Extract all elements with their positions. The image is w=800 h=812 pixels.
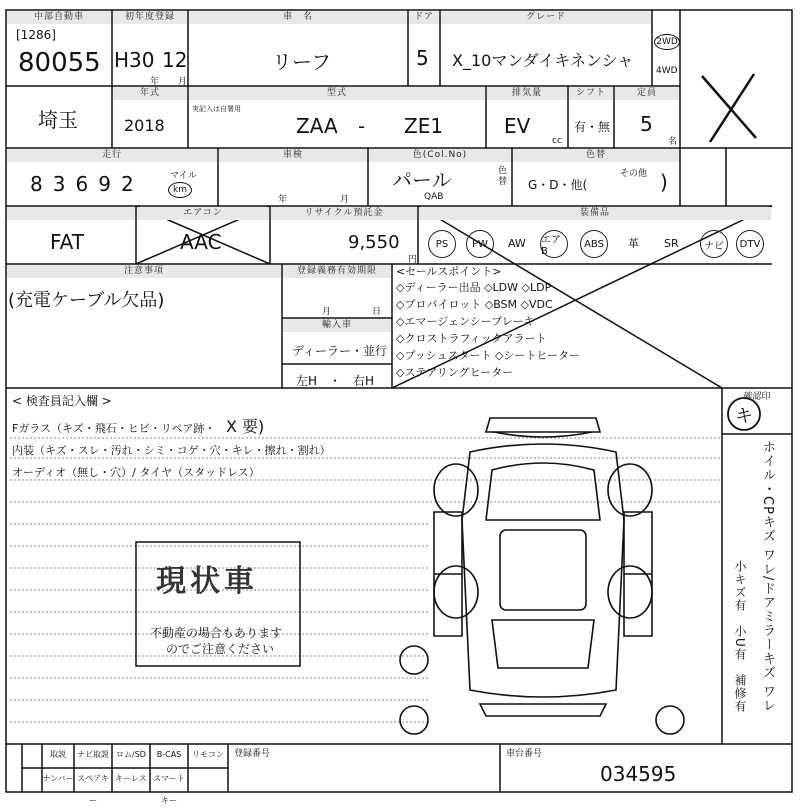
option-manual: 取説 (50, 750, 66, 759)
lot-prefix: [1286] (16, 28, 56, 42)
equipment-navi: ナビ (700, 230, 728, 258)
equipment-abs: ABS (580, 230, 608, 258)
seats-value: 5 (640, 112, 653, 136)
seats-unit: 名 (668, 137, 678, 147)
notes-text: (充電ケーブル欠品) (8, 290, 165, 311)
year-model-label: 年式 (113, 87, 187, 100)
shift-type: FAT (50, 230, 85, 254)
option-smart-key: スマートキー (153, 774, 185, 805)
stamp-label: 確認印 (743, 392, 771, 402)
inspection-year: 年 (278, 195, 288, 205)
color-code: QAB (424, 192, 444, 202)
year-model: 2018 (124, 116, 165, 135)
equipment-leather: 革 (628, 237, 639, 250)
glass-mark: X 要) (226, 417, 265, 436)
mileage-digit: 8 (30, 172, 43, 196)
inspector-line-audio: オーディオ（無し・穴）/ タイヤ（スタッドレス） (12, 466, 260, 479)
equipment-ps: PS (428, 230, 456, 258)
equipment-sunroof: SR (664, 236, 679, 250)
aircon-type: AAC (180, 230, 222, 254)
option-bcas: B-CAS (156, 750, 182, 759)
color-name: パール (392, 168, 452, 192)
color-other-label: その他 (620, 169, 648, 179)
sales-point: ◇プロパイロット ◇BSM ◇VDC (396, 298, 553, 311)
era-year: H30 (114, 48, 155, 72)
shift-option: 有・無 (574, 120, 611, 134)
mileage-unit-mile: マイル (170, 171, 197, 181)
vertical-comment-2: 小キズ有 小U有 補修有 (733, 560, 747, 713)
car-diagram (400, 418, 684, 734)
aircon-label: エアコン (137, 207, 269, 220)
sales-point: ◇エマージェンシーブレーキ (396, 315, 535, 328)
option-spare-key: スペアキー (77, 774, 109, 805)
mileage-label: 走行 (7, 149, 217, 162)
grade-value: X_10マンダイキネンシャ (452, 51, 634, 70)
drive-4wd: 4WD (656, 66, 678, 76)
first-reg-label: 初年度登録 (113, 11, 187, 24)
color-close: ) (660, 170, 668, 194)
reg-month-unit: 月 (322, 307, 332, 317)
sales-point: ◇ディーラー出品 ◇LDW ◇LDP (396, 281, 552, 294)
frame-label: 登録番号 (234, 749, 271, 759)
recycle-unit: 円 (408, 255, 418, 265)
steering: 左H ・ 右H (296, 374, 375, 388)
stamp-note-2: のでご注意ください (166, 642, 275, 656)
vertical-comment-1: ホイル・CPキズ ワレ/ドアミラーキズ ワレ (760, 440, 775, 713)
inspector-line-glass: Fガラス（キズ・飛石・ヒビ・リペア跡・ (12, 422, 216, 435)
mileage-unit-km: km (168, 182, 192, 198)
shift-type-label (7, 207, 135, 220)
mileage-digits (30, 172, 134, 196)
stamp-note-1: 不動産の場合もあります (150, 626, 283, 640)
overall-x-mark (702, 74, 756, 142)
mileage-digit: 6 (75, 172, 89, 196)
mileage-digit: 2 (120, 172, 134, 196)
lot-label: 中部自動車 (7, 11, 111, 24)
area: 埼玉 (38, 108, 78, 132)
year-unit: 年 (150, 77, 160, 87)
sales-point: ◇ステアリングヒーター (396, 366, 514, 379)
mileage-digit: 3 (52, 172, 66, 196)
equipment-dtv: DTV (736, 230, 764, 258)
fuel: EV (504, 114, 531, 138)
stamp-symbol: キ (735, 406, 753, 427)
color-options: G・D・他( (528, 178, 588, 192)
lot-number: 80055 (18, 48, 101, 78)
reg-month: 12 (162, 48, 188, 72)
option-navi-manual: ナビ取説 (77, 750, 109, 759)
cc-unit: cc (552, 136, 562, 146)
type-code-1: ZAA (296, 114, 338, 138)
door-label: ドア (409, 11, 439, 24)
reg-day-unit: 日 (372, 307, 382, 317)
sales-points-label: <セールスポイント> (396, 265, 502, 278)
model-label: 車 名 (189, 11, 407, 24)
recycle-fee: 9,550 (348, 232, 400, 253)
recycle-label: リサイクル預託金 (271, 207, 417, 220)
option-rom: ロム/SD (116, 750, 146, 759)
mileage-digit: 9 (98, 172, 111, 196)
type-code-2: ZE1 (404, 114, 444, 138)
equipment-aw: AW (508, 236, 526, 250)
grade-label: グレード (441, 11, 651, 24)
equipment-airbag: エアB (540, 230, 568, 258)
color-change-label: 色替 (513, 149, 679, 162)
inspector-label: < 検査員記入欄 > (12, 394, 112, 408)
option-plate: ナンバー (42, 774, 74, 783)
seats-label: 定員 (615, 87, 679, 100)
displacement-label: 排気量 (487, 87, 567, 100)
option-remote: リモコン (192, 750, 224, 759)
notes-label: 注意事項 (7, 265, 281, 278)
color-side-label: 色替 (498, 166, 508, 187)
type-dash: - (358, 114, 366, 138)
equipment-pw: PW (466, 230, 494, 258)
inspection-month: 月 (340, 195, 350, 205)
inspection-label: 車検 (219, 149, 367, 162)
ref-note: 実記入は自署用 (192, 105, 241, 113)
model-name: リーフ (272, 50, 331, 74)
type-label: 型式 (189, 87, 485, 100)
month-unit: 月 (178, 77, 188, 87)
chassis-number: 034595 (600, 762, 677, 786)
color-label: 色(Col.No) (369, 149, 511, 162)
inspector-line-interior: 内装（キズ・スレ・汚れ・シミ・コゲ・穴・キレ・擦れ・割れ） (12, 444, 331, 457)
option-keyless: キーレス (115, 774, 147, 783)
drive-2wd: 2WD (654, 34, 680, 50)
import-label: 輸入車 (283, 319, 391, 332)
sales-point: ◇プッシュスタート ◇シートヒーター (396, 349, 580, 362)
door-count: 5 (416, 46, 429, 70)
shift-label: シフト (569, 87, 613, 100)
chassis-label: 車台番号 (506, 749, 543, 759)
sales-point: ◇クロストラフィックアラート (396, 332, 547, 345)
import-text: ディーラー・並行 (292, 344, 388, 358)
equipment-label: 装備品 (419, 207, 771, 220)
registration-label: 登録義務有効期限 (283, 265, 391, 278)
stamp-text: 現状車 (156, 564, 258, 599)
